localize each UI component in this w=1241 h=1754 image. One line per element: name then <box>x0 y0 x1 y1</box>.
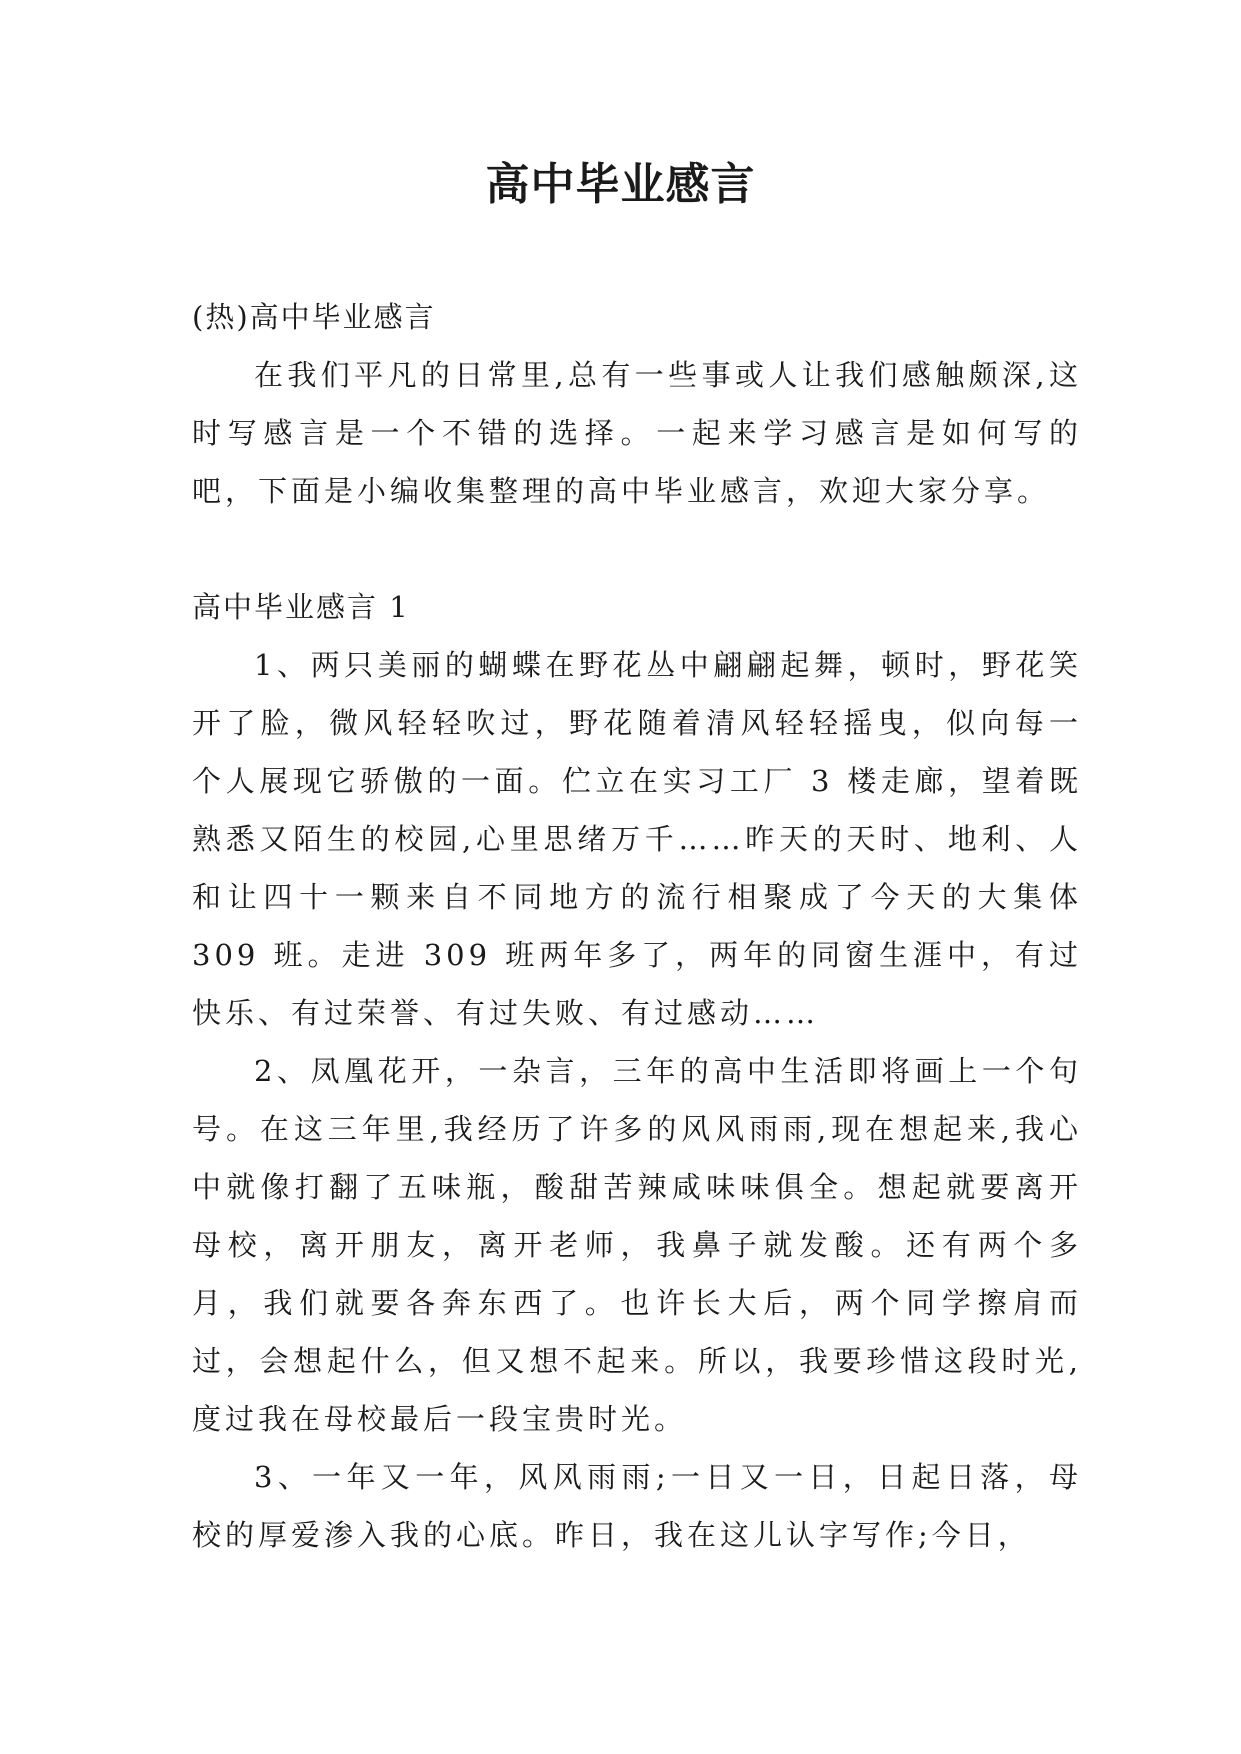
section-heading: 高中毕业感言 1 <box>192 590 410 624</box>
body-paragraph-1: 1、两只美丽的蝴蝶在野花丛中翩翩起舞，顿时，野花笑开了脸，微风轻轻吹过，野花随着清风轻轻摇曳，似向每一个人展现它骄傲的一面。伫立在实习工厂 3 楼走廊，望着既熟悉又陌生的校园,心里思绪万千……昨天的天时、地利、人和让四十一颗来自不同地方的流行相聚成了今天的大集体 309 班。走进 309 班两年多了，两年的同窗生涯中，有过快乐、有过荣誉、有过失败、有过感动…… <box>192 648 1082 1030</box>
intro-paragraph: 在我们平凡的日常里,总有一些事或人让我们感触颇深,这时写感言是一个不错的选择。一起来学习感言是如何写的吧，下面是小编收集整理的高中毕业感言，欢迎大家分享。 <box>192 358 1082 508</box>
document-title: 高中毕业感言 <box>485 159 756 210</box>
document-body <box>192 288 1082 1564</box>
body-paragraph-3: 3、一年又一年，风风雨雨;一日又一日，日起日落，母校的厚爱渗入我的心底。昨日，我在这儿认字写作;今日， <box>192 1460 1082 1552</box>
document-subtitle: (热)高中毕业感言 <box>192 300 436 334</box>
body-paragraph-2: 2、凤凰花开，一杂言，三年的高中生活即将画上一个句号。在这三年里,我经历了许多的风风雨雨,现在想起来,我心中就像打翻了五味瓶，酸甜苦辣咸味味俱全。想起就要离开母校，离开朋友，离开老师，我鼻子就发酸。还有两个多月，我们就要各奔东西了。也许长大后，两个同学擦肩而过，会想起什么，但又想不起来。所以，我要珍惜这段时光,度过我在母校最后一段宝贵时光。 <box>192 1054 1082 1436</box>
